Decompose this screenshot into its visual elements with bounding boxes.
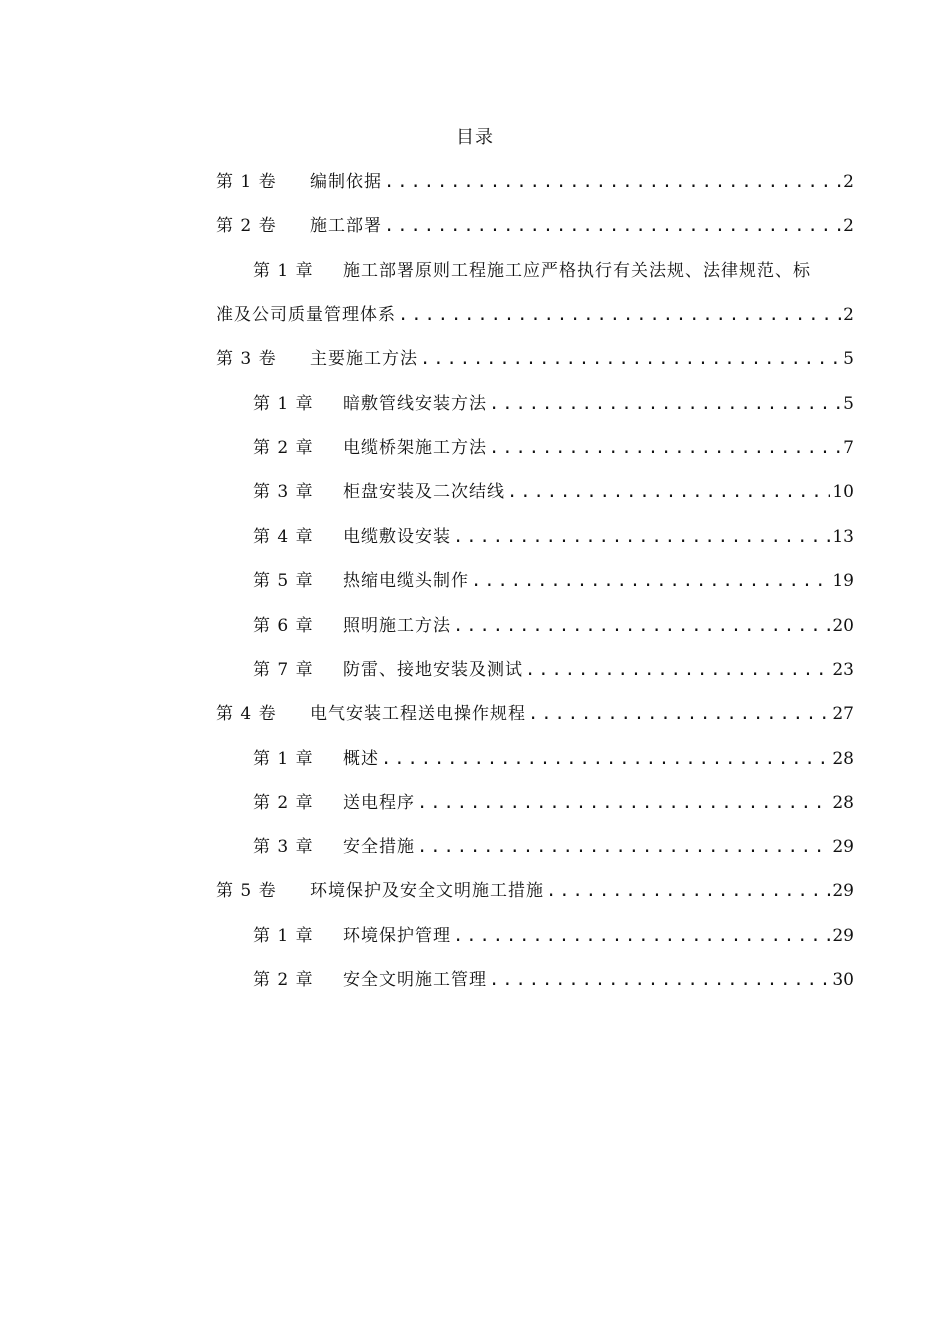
toc-entry-page: 28 [832,793,854,813]
toc-entry-text: 柜盘安装及二次结线 [343,482,505,502]
toc-entry-text: 安全措施 [343,837,415,857]
toc-entry-text: 施工部署 [310,216,382,236]
toc-entry-number: 第 1 卷 [216,172,277,192]
toc-entry-text: 概述 [343,749,379,769]
toc-entry-number: 第 3 章 [253,837,314,857]
toc-entry-number: 第 4 章 [253,527,314,547]
toc-entry-text: 电缆桥架施工方法 [343,438,487,458]
toc-entry-text: 编制依据 [310,172,382,192]
toc-entry-chapter [253,656,854,684]
toc-entry-chapter [253,434,854,462]
toc-entry-text: 环境保护管理 [343,926,451,946]
toc-entry-chapter [253,966,854,994]
toc-entry-chapter [253,478,854,506]
toc-entry-chapter-wrapped-continuation [216,301,854,329]
toc-entry-volume-5 [216,877,854,905]
toc-entry-number: 第 5 卷 [216,881,277,901]
toc-entry-number: 第 2 章 [253,438,314,458]
toc-entry-number: 第 7 章 [253,660,314,680]
dot-leader [528,700,830,728]
toc-entry-page: 29 [832,881,854,901]
dot-leader [381,745,830,773]
toc-entry-volume-2 [216,212,854,240]
toc-entry-text: 暗敷管线安装方法 [343,394,487,414]
toc-entry-text: 照明施工方法 [343,616,451,636]
dot-leader [546,877,830,905]
toc-entry-text: 电气安装工程送电操作规程 [310,704,526,724]
toc-entry-text-line2: 准及公司质量管理体系 [216,305,396,325]
toc-entry-number: 第 6 章 [253,616,314,636]
toc-entry-text: 环境保护及安全文明施工措施 [310,881,544,901]
toc-entry-page: 5 [843,394,854,414]
toc-entry-number: 第 2 章 [253,970,314,990]
toc-entry-chapter [253,789,854,817]
toc-entry-chapter [253,833,854,861]
toc-entry-text: 安全文明施工管理 [343,970,487,990]
toc-entry-chapter [253,523,854,551]
toc-entry-text: 热缩电缆头制作 [343,571,469,591]
toc-entry-number: 第 1 章 [253,261,314,281]
toc-entry-volume-3 [216,345,854,373]
toc-entry-page: 2 [843,305,854,325]
toc-entry-number: 第 5 章 [253,571,314,591]
toc-entry-chapter [253,922,854,950]
toc-entry-chapter [253,567,854,595]
toc-entry-page: 13 [832,527,854,547]
toc-entry-number: 第 3 章 [253,482,314,502]
toc-entry-page: 29 [832,837,854,857]
dot-leader [417,789,830,817]
toc-entry-page: 30 [832,970,854,990]
toc-entry-volume-4 [216,700,854,728]
dot-leader [489,966,830,994]
toc-entry-chapter-wrapped [253,257,854,285]
toc-entry-text-line1: 施工部署原则工程施工应严格执行有关法规、法律规范、标 [343,261,811,281]
toc-entry-page: 2 [843,172,854,192]
toc-entry-page: 20 [832,616,854,636]
dot-leader [489,390,841,418]
toc-entry-number: 第 4 卷 [216,704,277,724]
toc-entry-page: 29 [832,926,854,946]
toc-entry-page: 2 [843,216,854,236]
toc-title: 目录 [456,127,494,148]
toc-entry-chapter [253,612,854,640]
toc-entry-number: 第 1 章 [253,926,314,946]
toc-entry-page: 27 [832,704,854,724]
toc-entry-number: 第 1 章 [253,394,314,414]
dot-leader [398,301,841,329]
toc-entry-page: 28 [832,749,854,769]
dot-leader [420,345,841,373]
toc-entry-chapter [253,745,854,773]
toc-entry-chapter [253,390,854,418]
toc-entry-page: 23 [832,660,854,680]
toc-entry-number: 第 2 卷 [216,216,277,236]
dot-leader [489,434,841,462]
dot-leader [384,212,841,240]
toc-entry-text: 主要施工方法 [310,349,418,369]
toc-entry-page: 19 [832,571,854,591]
toc-entry-text: 送电程序 [343,793,415,813]
toc-entry-text: 防雷、接地安装及测试 [343,660,523,680]
dot-leader [471,567,830,595]
toc-entry-text: 电缆敷设安装 [343,527,451,547]
toc-entry-number: 第 2 章 [253,793,314,813]
toc-entry-page: 7 [843,438,854,458]
toc-entry-number: 第 3 卷 [216,349,277,369]
dot-leader [507,478,830,506]
dot-leader [453,922,830,950]
toc-entry-page: 5 [843,349,854,369]
dot-leader [453,612,830,640]
toc-entry-volume-1 [216,168,854,196]
dot-leader [525,656,830,684]
dot-leader [417,833,830,861]
toc-entry-number: 第 1 章 [253,749,314,769]
toc-entry-page: 10 [832,482,854,502]
dot-leader [384,168,841,196]
dot-leader [453,523,830,551]
